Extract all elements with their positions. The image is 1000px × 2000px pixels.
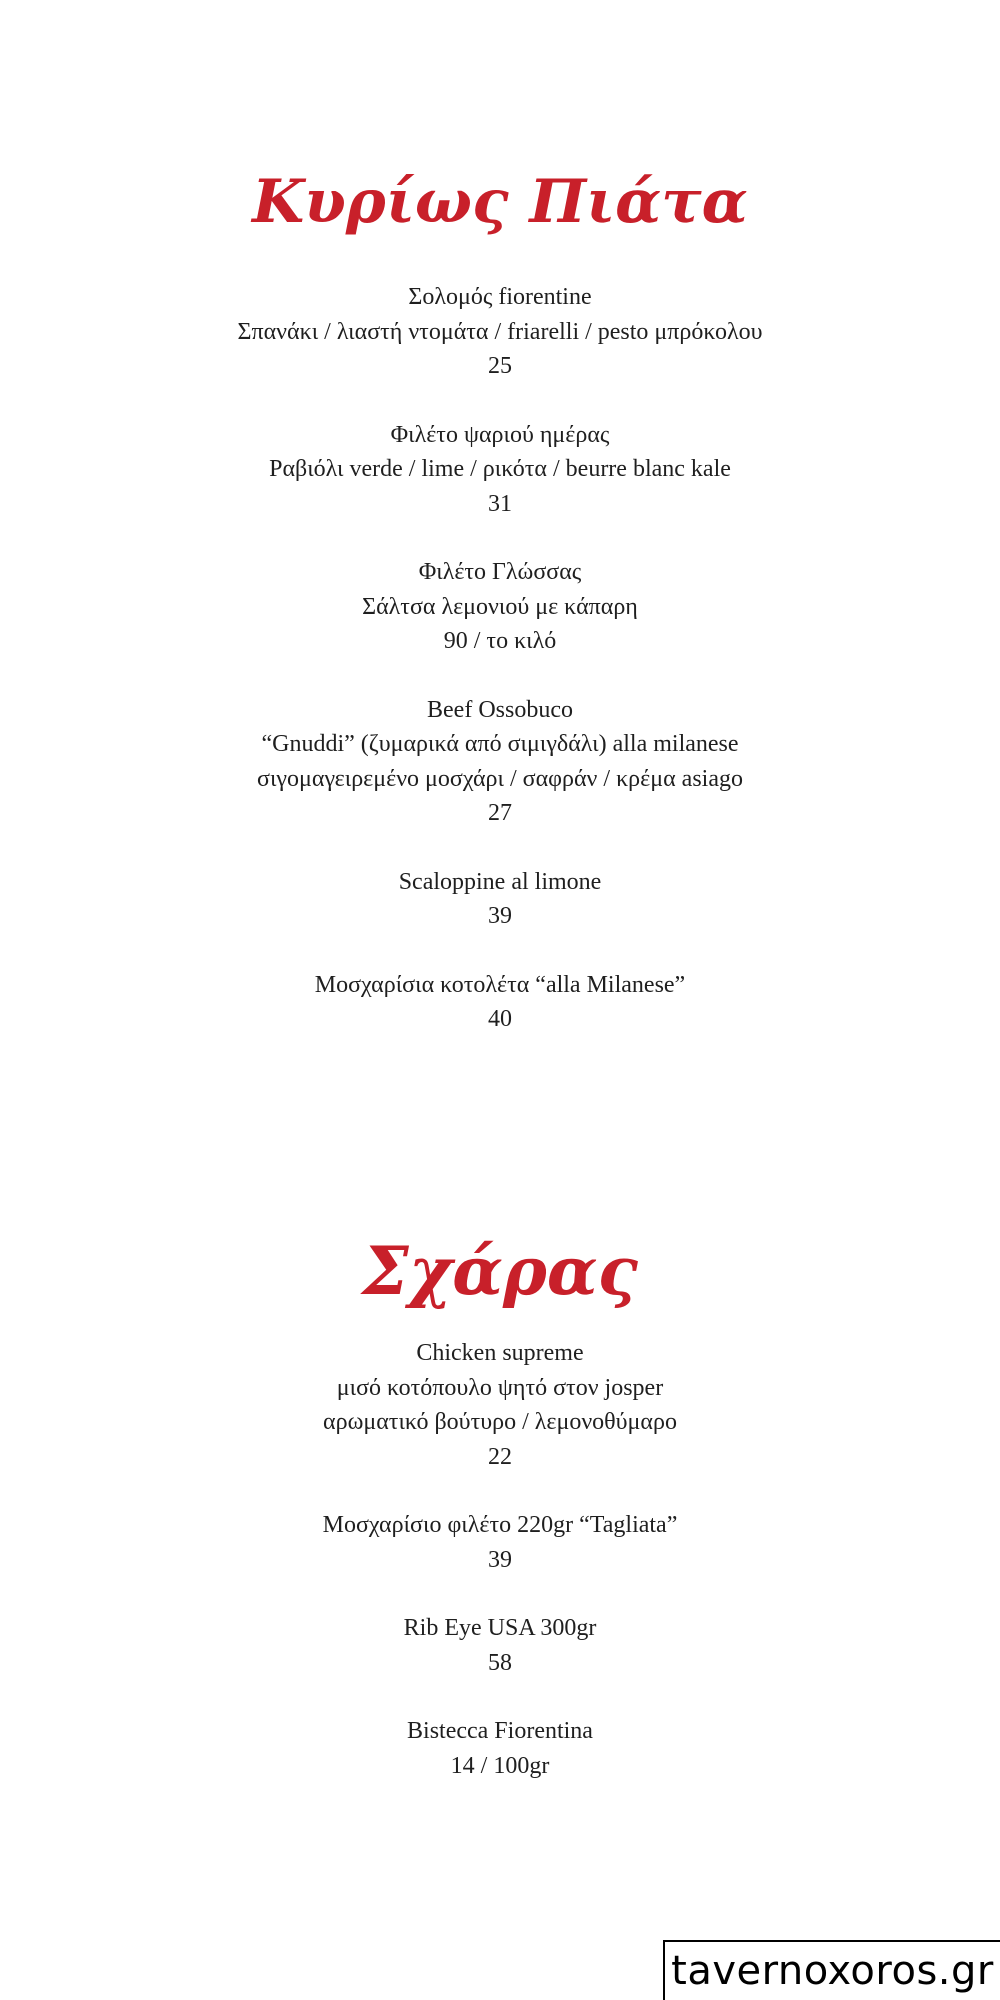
dish-description: αρωματικό βούτυρο / λεμονοθύμαρο — [323, 1409, 677, 1435]
menu-item-scaloppine — [0, 865, 1000, 934]
dish-price: 25 — [488, 353, 512, 379]
dish-name: Chicken supreme — [416, 1340, 584, 1366]
menu-item-rib-eye — [0, 1611, 1000, 1680]
menu-list-main-courses — [0, 280, 1000, 1071]
dish-name: Φιλέτο ψαριού ημέρας — [390, 421, 610, 448]
dish-name: Μοσχαρίσια κοτολέτα “alla Milanese” — [314, 971, 686, 998]
menu-item-tagliata — [0, 1508, 1000, 1577]
menu-item-bistecca — [0, 1714, 1000, 1783]
dish-price: 58 — [488, 1649, 512, 1676]
dish-description: Ραβιόλι verde / lime / ρικότα / beurre blanc kale — [269, 456, 731, 482]
dish-description: Σάλτσα λεμονιού με κάπαρη — [362, 593, 638, 620]
dish-name: Σολομός fiorentine — [408, 284, 592, 310]
dish-price: 27 — [488, 800, 512, 826]
dish-price: 31 — [488, 490, 512, 517]
section-title-grill: Σχάρας — [362, 1232, 638, 1310]
dish-name: Φιλέτο Γλώσσας — [418, 559, 582, 585]
dish-name: Scaloppine al limone — [398, 868, 602, 895]
dish-name: Beef Ossobuco — [427, 696, 573, 723]
dish-description: μισό κοτόπουλο ψητό στον josper — [336, 1374, 664, 1401]
dish-description: σιγομαγειρεμένο μοσχάρι / σαφράν / κρέμα asiago — [257, 765, 743, 792]
menu-list-grill — [0, 1336, 1000, 1817]
dish-price: 39 — [488, 1546, 512, 1573]
menu-item-fish-fillet — [0, 418, 1000, 522]
menu-item-sole-fillet — [0, 555, 1000, 659]
menu-item-salmon — [0, 280, 1000, 384]
dish-price: 22 — [488, 1443, 512, 1470]
menu-item-cotoletta — [0, 968, 1000, 1037]
section-title-main-courses: Κυρίως Πιάτα — [252, 167, 748, 237]
dish-price: 14 / 100gr — [450, 1752, 550, 1779]
dish-description: “Gnuddi” (ζυμαρικά από σιμιγδάλι) alla milanese — [261, 731, 739, 757]
menu-item-chicken-supreme — [0, 1336, 1000, 1474]
dish-price: 39 — [488, 903, 512, 929]
dish-price: 40 — [488, 1006, 512, 1032]
menu-item-ossobuco — [0, 693, 1000, 831]
dish-name: Rib Eye USA 300gr — [403, 1615, 597, 1641]
dish-description: Σπανάκι / λιαστή ντομάτα / friarelli / pesto μπρόκολου — [237, 318, 763, 345]
dish-price: 90 / το κιλό — [443, 628, 557, 654]
site-watermark: tavernoxoros.gr — [663, 1940, 1000, 2000]
dish-name: Bistecca Fiorentina — [407, 1718, 593, 1744]
dish-name: Μοσχαρίσιο φιλέτο 220gr “Tagliata” — [322, 1512, 678, 1538]
